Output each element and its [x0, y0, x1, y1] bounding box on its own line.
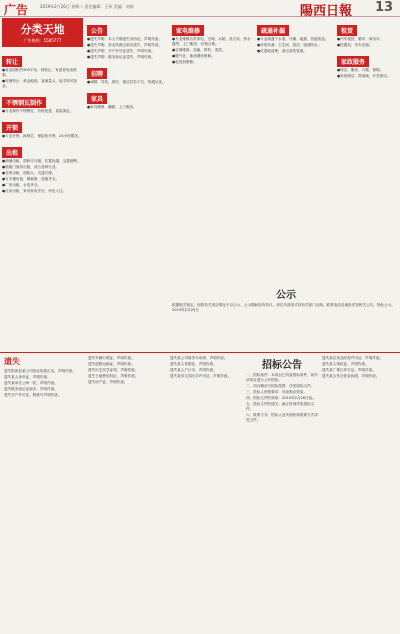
- gongshi-title: 公示: [276, 290, 296, 301]
- classified-item: ●家庭保洁，擦玻璃，开荒保洁。: [337, 74, 391, 78]
- category-label: 开锁: [2, 122, 22, 133]
- notice-paragraph: 遗失某店食品经营许可证，声明作废。: [322, 356, 384, 360]
- column-1-cats: [2, 49, 83, 194]
- lost-notices-col-5: [322, 356, 398, 630]
- classified-item: ●电视机维修。: [172, 60, 197, 64]
- notice-paragraph: 遗失土地使用权证，声明作废。: [88, 374, 139, 378]
- notice-paragraph: 遗失某人残疾证，声明作废。: [322, 362, 369, 366]
- column-3-cats: [172, 18, 253, 65]
- classified-item: ●汽车租赁，婚车、商务车。: [337, 37, 384, 41]
- category-label: 招聘: [87, 68, 107, 79]
- issue-meta: 2019年2月26日 星期二 责任编辑：王伟 美编：刘扬: [40, 4, 134, 9]
- newspaper-logo: 陽西日報: [300, 4, 353, 19]
- column-2-cats: [87, 18, 168, 110]
- gongshi-body: 根据相关规定，现将有关项目情况予以公示。公示期间如有异议，请以书面形式向有关部门反映。联系电话及地址详见相关公告。特此公示。2019年2月25日: [172, 303, 395, 312]
- fenlei-title-block: [2, 18, 83, 47]
- classified-item: ●写字楼出租，精装修，设施齐全。: [2, 177, 60, 181]
- classified-item: ●遗失声明：税务登记证遗失，声明作废。: [87, 55, 155, 59]
- category-label: 出租: [2, 147, 22, 158]
- notice-paragraph: 遗失某幼儿园办学许可证，声明作废。: [170, 374, 232, 378]
- page-number: 13: [375, 0, 394, 15]
- category-label: 家电维修: [172, 25, 204, 36]
- notice-paragraph: 二、项目概况与招标范围：详见招标文件。: [246, 384, 315, 388]
- classified-item: ●空调维修、加氟、移机、清洗。: [172, 48, 226, 52]
- lost-list-3: [170, 356, 242, 379]
- classified-item: ●临街门面房出租，适合各种行业。: [2, 165, 60, 169]
- classified-item: ●专业制作不锈钢瓦，价格优惠，质量保证。: [2, 109, 74, 113]
- classified-item: ●保洁、搬家、月嫂、保姆。: [337, 68, 384, 72]
- classified-item: ●家具维修、翻新，上门服务。: [87, 105, 137, 109]
- fenlei-title: 分类天地: [20, 23, 65, 36]
- classified-item: ●遗失声明：本人不慎遗失身份证，声明作废。: [87, 37, 163, 41]
- category-label: 家政服务: [337, 56, 369, 67]
- lost-notices-col-2: [88, 356, 166, 630]
- lost-notices-col-1: [4, 356, 84, 630]
- notice-paragraph: 遗失道路运输证，声明作废。: [88, 362, 135, 366]
- notice-paragraph: 遗失某人驾驶证，声明作废。: [170, 362, 217, 366]
- column-2: [87, 18, 168, 350]
- notice-paragraph: 遗失房产证，声明作废。: [88, 380, 128, 384]
- notice-paragraph: 一、招标条件：本项目已具备招标条件，现对该项目进行公开招标。: [246, 373, 318, 382]
- page-header: [0, 0, 400, 17]
- category-label: 转让: [2, 56, 22, 67]
- column-5-cats: [337, 18, 398, 79]
- classified-item: ●营业面积约500平米，现转让，有意者电话联系。: [2, 68, 77, 77]
- classified-item: ●房屋补漏：卫生间、屋顶、墙面防水。: [257, 43, 322, 47]
- category-label: 家具: [87, 93, 107, 104]
- classified-item: ●专业维修各类家电，空调、冰箱、洗衣机、热水器等，上门服务，价格合理。: [172, 37, 251, 46]
- notice-paragraph: 遗失阳西县某公司营业执照正本，声明作废。: [4, 369, 76, 373]
- tender-list: [246, 373, 318, 423]
- lost-list-1: [4, 369, 84, 398]
- classified-item: ●燃气灶、抽油烟机维修。: [172, 54, 215, 58]
- notice-paragraph: 遗失出生医学证明，声明作废。: [88, 368, 139, 372]
- tender-title: 招标公告: [262, 360, 302, 371]
- notice-paragraph: 四、招标文件的获取：2019年2月26日起。: [246, 396, 316, 400]
- classified-item: ●住房出租，家具家电齐全，拎包入住。: [2, 189, 67, 193]
- classified-item: ●仓库出租，面积大，交通方便。: [2, 171, 56, 175]
- notice-paragraph: 遗失某厂排污许可证，声明作废。: [322, 368, 376, 372]
- notice-paragraph: 遗失某人身份证，声明作废。: [4, 375, 51, 379]
- column-1: [2, 18, 83, 350]
- classified-item: ●专业疏通下水道、马桶、地漏，管道改造。: [257, 37, 329, 41]
- notice-paragraph: 六、联系方式：招标人及代理机构联系方式详见文件。: [246, 413, 318, 422]
- category-label: 公告: [87, 25, 107, 36]
- section-label: 广告: [4, 3, 29, 17]
- classified-item: ●遗失声明：营业执照正副本遗失，声明作废。: [87, 43, 163, 47]
- classified-item: ●专业开锁、换锁芯、保险柜开锁，24小时服务。: [2, 134, 82, 138]
- category-label: 不锈钢瓦制作: [2, 97, 46, 108]
- classified-item: ●遗失声明：开户许可证遗失，声明作废。: [87, 49, 155, 53]
- notice-paragraph: 遗失税务登记证副本，声明作废。: [4, 387, 58, 391]
- lost-notices-col-3: [170, 356, 242, 630]
- notice-paragraph: 遗失车辆行驶证，声明作废。: [88, 356, 135, 360]
- notice-paragraph: 遗失某合作社营业执照，声明作废。: [322, 374, 380, 378]
- lost-notices-title: 遗失: [4, 357, 20, 366]
- notice-paragraph: 遗失某人户口本，声明作废。: [170, 368, 217, 372]
- notice-paragraph: 遗失某单位公章一枚，声明作废。: [4, 381, 58, 385]
- gongshi-notice: [172, 286, 400, 350]
- section-divider: [0, 352, 400, 353]
- lost-list-2: [88, 356, 166, 385]
- lost-list-5: [322, 356, 398, 379]
- tender-notice: [246, 356, 318, 630]
- notice-paragraph: 遗失开户许可证，核准号声明作废。: [4, 393, 62, 397]
- notice-paragraph: 三、投标人资格要求：具备相应资质。: [246, 390, 308, 394]
- fenlei-hotline: 广告热线：5585777: [23, 38, 62, 43]
- classified-item: ●旺铺转让：黄金地段，客流量大，接手即可营业。: [2, 79, 78, 88]
- column-4-cats: [257, 18, 333, 54]
- classified-item: ●厂房出租，水电齐全。: [2, 183, 42, 187]
- classified-item: ●化粪池清理，高压清洗管道。: [257, 49, 307, 53]
- classified-item: ●挖掘机、吊车出租。: [337, 43, 373, 47]
- category-label: 疏通补漏: [257, 25, 289, 36]
- classified-item: ●商铺出租，面积可分割，位置优越，交通便利。: [2, 159, 81, 163]
- notice-paragraph: 五、投标文件的递交：截止时间详见招标文件。: [246, 402, 315, 411]
- notice-paragraph: 遗失某公司财务专用章，声明作废。: [170, 356, 228, 360]
- classified-item: ●诚聘：司机、保安、保洁员若干名，待遇从优。: [87, 80, 166, 84]
- category-label: 租赁: [337, 25, 357, 36]
